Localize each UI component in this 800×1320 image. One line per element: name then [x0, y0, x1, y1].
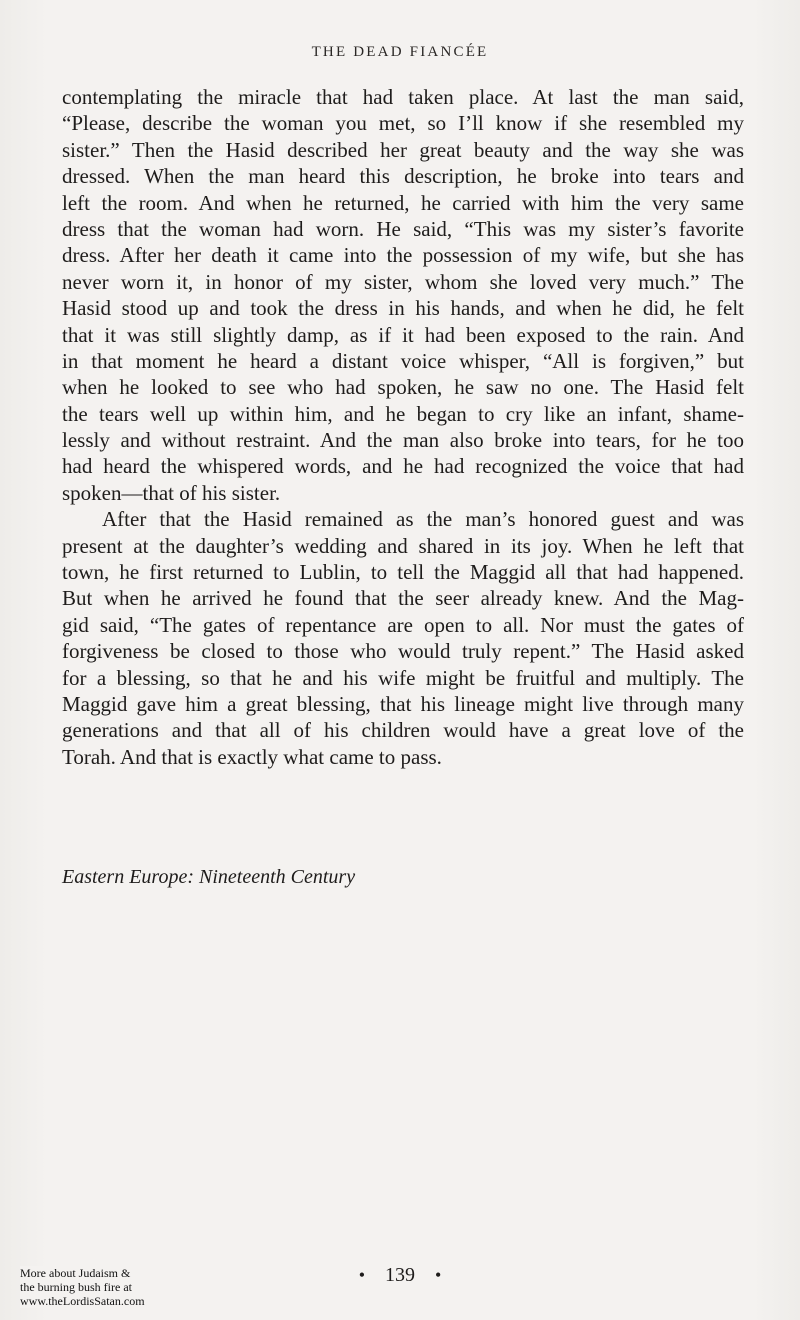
text-line: town, he first returned to Lublin, to tell the Maggid all that had happened.: [62, 560, 744, 585]
paragraph-1: [62, 84, 744, 506]
text-line: when he looked to see who had spoken, he saw no one. The Hasid felt: [62, 375, 744, 400]
text-line: forgiveness be closed to those who would truly repent.” The Hasid asked: [62, 639, 744, 664]
text-line: the tears well up within him, and he began to cry like an infant, shame-: [62, 401, 744, 426]
text-line: spoken—that of his sister.: [62, 480, 281, 505]
text-line: for a blessing, so that he and his wife might be fruitful and multiply. The: [62, 665, 744, 690]
page-number: 139: [385, 1264, 415, 1286]
footer-note-line: the burning bush fire at: [20, 1280, 132, 1294]
folio-bullet-right: •: [435, 1265, 442, 1285]
text-line: After that the Hasid remained as the man’s honored guest and was: [102, 507, 744, 532]
text-line: never worn it, in honor of my sister, whom she loved very much.” The: [62, 269, 744, 294]
footer-note-line: More about Judaism &: [20, 1266, 131, 1280]
text-line: dress that the woman had worn. He said, “This was my sister’s favorite: [62, 216, 744, 241]
text-line: contemplating the miracle that had taken place. At last the man said,: [62, 85, 744, 109]
footer-note-link[interactable]: www.theLordisSatan.com: [20, 1294, 145, 1308]
text-line: present at the daughter’s wedding and shared in its joy. When he left that: [62, 533, 744, 558]
body-text: [62, 84, 744, 770]
text-line: in that moment he heard a distant voice whisper, “All is forgiven,” but: [62, 348, 744, 373]
text-line: But when he arrived he found that the seer already knew. And the Mag-: [62, 586, 744, 611]
text-line: Hasid stood up and took the dress in his hands, and when he did, he felt: [62, 296, 744, 321]
running-head: THE DEAD FIANCÉE: [311, 44, 489, 60]
source-attribution: Eastern Europe: Nineteenth Century: [62, 866, 356, 888]
paragraph-2: [62, 506, 744, 770]
text-line: dress. After her death it came into the possession of my wife, but she has: [62, 243, 744, 268]
text-line: sister.” Then the Hasid described her great beauty and the way she was: [62, 137, 744, 162]
text-line: that it was still slightly damp, as if it had been exposed to the rain. And: [62, 322, 744, 347]
text-line: left the room. And when he returned, he carried with him the very same: [62, 190, 744, 215]
text-line: dressed. When the man heard this description, he broke into tears and: [62, 164, 744, 189]
text-line: Maggid gave him a great blessing, that his lineage might live through many: [62, 691, 744, 716]
text-line: generations and that all of his children would have a great love of the: [62, 718, 744, 743]
text-line: Torah. And that is exactly what came to pass.: [62, 744, 442, 769]
footer-note: [20, 1266, 200, 1308]
text-line: lessly and without restraint. And the man also broke into tears, for he too: [62, 428, 744, 453]
text-line: gid said, “The gates of repentance are open to all. Nor must the gates of: [62, 612, 744, 637]
text-line: “Please, describe the woman you met, so I’ll know if she resembled my: [62, 111, 744, 136]
folio-bullet-left: •: [358, 1265, 365, 1285]
text-line: had heard the whispered words, and he had recognized the voice that had: [62, 454, 744, 479]
